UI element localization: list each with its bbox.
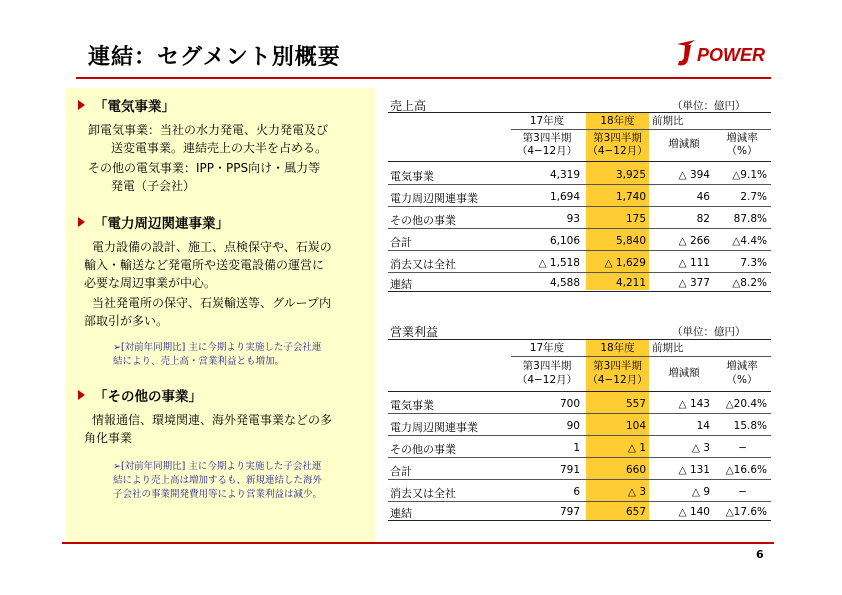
header-fy17: 17年度 bbox=[529, 342, 565, 354]
cell-diff: 14 bbox=[696, 420, 710, 432]
table-rule bbox=[511, 356, 771, 357]
unit-label: （単位：億円） bbox=[672, 100, 746, 112]
table-rule bbox=[388, 184, 771, 185]
header-rate-unit: （%） bbox=[726, 145, 758, 157]
header-fy17: 17年度 bbox=[529, 115, 565, 127]
header-prev: 前期比 bbox=[652, 342, 684, 354]
row-label: 合計 bbox=[390, 465, 412, 478]
cell-rate: △17.6% bbox=[725, 506, 767, 518]
cell-fy18: 557 bbox=[625, 398, 646, 410]
header-q17-period: （4−12月） bbox=[516, 374, 578, 386]
page-title: 連結：セグメント別概要 bbox=[88, 45, 341, 70]
table-rule bbox=[388, 339, 771, 340]
header-prev: 前期比 bbox=[652, 115, 684, 127]
cell-rate: 15.8% bbox=[733, 420, 767, 432]
table-rule bbox=[388, 520, 771, 521]
segment-text: 輸入・輸送など発電所や送変電設備の運営に bbox=[84, 258, 325, 272]
cell-rate: 2.7% bbox=[740, 191, 767, 203]
header-q17: 第3四半期 bbox=[522, 132, 572, 144]
header-q17: 第3四半期 bbox=[522, 360, 572, 372]
cell-fy18: 660 bbox=[625, 464, 646, 476]
cell-diff: △ 143 bbox=[678, 398, 710, 410]
yoy-note: 結により、売上高・営業利益とも増加。 bbox=[113, 356, 285, 367]
cell-fy17: 4,588 bbox=[549, 277, 580, 289]
header-fy18: 18年度 bbox=[600, 342, 635, 354]
table-rule bbox=[388, 206, 771, 207]
cell-rate: △16.6% bbox=[725, 464, 767, 476]
header-q18: 第3四半期 bbox=[593, 360, 642, 372]
segment-heading-electric: 「電気事業」 bbox=[78, 95, 175, 115]
row-label: その他の事業 bbox=[390, 443, 456, 456]
cell-diff: △ 3 bbox=[691, 442, 710, 454]
row-label: 連結 bbox=[390, 507, 412, 520]
header-fy18: 18年度 bbox=[600, 115, 635, 127]
cell-rate: 7.3% bbox=[740, 257, 767, 269]
cell-fy17: 90 bbox=[566, 420, 580, 432]
cell-fy18: △ 1,629 bbox=[604, 257, 646, 269]
yoy-note: ➢[対前年同期比] 主に今期より実施した子会社連 bbox=[113, 342, 322, 353]
profit-title: 営業利益 bbox=[390, 325, 439, 339]
cell-diff: △ 140 bbox=[678, 506, 710, 518]
cell-fy17: 700 bbox=[559, 398, 580, 410]
unit-label: （単位：億円） bbox=[672, 326, 746, 338]
cell-diff: △ 9 bbox=[691, 486, 710, 498]
cell-fy17: 797 bbox=[559, 506, 580, 518]
table-rule bbox=[388, 272, 771, 273]
segment-text: 部取引が多い。 bbox=[84, 314, 169, 328]
cell-diff: △ 111 bbox=[678, 257, 710, 269]
segment-text: 当社発電所の保守、石炭輸送等、グループ内 bbox=[92, 296, 332, 310]
segment-text: 角化事業 bbox=[84, 431, 133, 445]
row-label: 電気事業 bbox=[390, 399, 434, 412]
segment-heading-other: 「その他の事業」 bbox=[78, 385, 202, 405]
logo-wordmark: POWER bbox=[697, 45, 766, 65]
table-rule bbox=[388, 501, 771, 502]
cell-rate: △4.4% bbox=[732, 235, 767, 247]
segment-text: 送変電事業。連結売上の大半を占める。 bbox=[111, 141, 328, 155]
table-rule bbox=[388, 228, 771, 229]
cell-diff: △ 377 bbox=[678, 277, 710, 289]
cell-fy18: 5,840 bbox=[615, 235, 646, 247]
bullet-triangle-icon bbox=[78, 390, 85, 400]
header-diff: 増減額 bbox=[668, 138, 700, 150]
header-q17-period: （4−12月） bbox=[516, 145, 578, 157]
header-q18-period: （4−12月） bbox=[587, 145, 648, 157]
row-label: 消去又は全社 bbox=[390, 487, 456, 500]
cell-fy17: 1,694 bbox=[549, 191, 580, 203]
row-label: その他の事業 bbox=[390, 214, 456, 227]
yoy-note: ➢[対前年同期比] 主に今期より実施した子会社連 bbox=[113, 461, 322, 472]
cell-rate: △9.1% bbox=[732, 169, 767, 181]
segment-text: 必要な周辺事業が中心。 bbox=[84, 276, 217, 290]
jpower-logo bbox=[673, 38, 783, 68]
cell-fy18: △ 1 bbox=[627, 442, 646, 454]
cell-diff: △ 266 bbox=[678, 235, 710, 247]
table-rule bbox=[388, 250, 771, 251]
segment-text: その他の電気事業：IPP・PPS向け・風力等 bbox=[88, 161, 321, 175]
header-q18-period: （4−12月） bbox=[587, 374, 648, 386]
cell-fy18: 175 bbox=[625, 213, 646, 225]
cell-diff: △ 131 bbox=[678, 464, 710, 476]
segment-text: 卸電気事業：当社の水力発電、火力発電及び bbox=[88, 123, 329, 137]
table-rule bbox=[388, 457, 771, 458]
cell-fy17: 6,106 bbox=[549, 235, 580, 247]
cell-fy18: 1,740 bbox=[615, 191, 646, 203]
header-rate: 増減率 bbox=[726, 360, 758, 372]
bullet-triangle-icon bbox=[78, 217, 85, 227]
table-rule bbox=[388, 413, 771, 414]
row-label: 消去又は全社 bbox=[390, 258, 456, 271]
table-rule bbox=[388, 479, 771, 480]
segment-text: 情報通信、環境関連、海外発電事業などの多 bbox=[92, 413, 333, 427]
table-rule bbox=[388, 435, 771, 436]
header-q18: 第3四半期 bbox=[593, 132, 642, 144]
cell-diff: 82 bbox=[696, 213, 710, 225]
row-label: 電力周辺関連事業 bbox=[390, 421, 478, 434]
segment-text: 電力設備の設計、施工、点検保守や、石炭の bbox=[92, 240, 332, 254]
cell-fy18: 4,211 bbox=[615, 277, 646, 289]
cell-fy17: 93 bbox=[566, 213, 580, 225]
yoy-note: 結により売上高は増加するも、新規連結した海外 bbox=[113, 475, 323, 486]
cell-fy17: 6 bbox=[573, 486, 580, 498]
header-rate-unit: （%） bbox=[726, 374, 758, 386]
sales-title: 売上高 bbox=[390, 99, 427, 113]
cell-fy17: △ 1,518 bbox=[538, 257, 580, 269]
table-rule bbox=[511, 129, 771, 130]
title-divider bbox=[76, 77, 771, 79]
row-label: 電力周辺関連事業 bbox=[390, 192, 478, 205]
cell-fy18: △ 3 bbox=[627, 486, 646, 498]
cell-fy18: 3,925 bbox=[615, 169, 646, 181]
row-label: 電気事業 bbox=[390, 170, 434, 183]
cell-rate: △8.2% bbox=[732, 277, 767, 289]
page-number: 6 bbox=[756, 548, 764, 561]
segment-heading-peripheral: 「電力周辺関連事業」 bbox=[78, 212, 229, 232]
table-rule bbox=[388, 112, 771, 113]
footer-divider bbox=[62, 542, 774, 544]
jpower-mark-icon bbox=[673, 38, 699, 68]
cell-fy17: 791 bbox=[559, 464, 580, 476]
cell-fy17: 4,319 bbox=[549, 169, 580, 181]
cell-fy18: 657 bbox=[625, 506, 646, 518]
row-label: 合計 bbox=[390, 236, 412, 249]
bullet-triangle-icon bbox=[78, 100, 85, 110]
table-rule bbox=[388, 161, 771, 162]
header-diff: 増減額 bbox=[668, 367, 700, 379]
header-rate: 増減率 bbox=[726, 132, 758, 144]
yoy-note: 子会社の事業開発費用等により営業利益は減少。 bbox=[113, 489, 323, 500]
cell-diff: 46 bbox=[696, 191, 710, 203]
cell-fy17: 1 bbox=[573, 442, 580, 454]
table-rule bbox=[388, 291, 771, 292]
cell-rate: △20.4% bbox=[725, 398, 767, 410]
cell-rate: − bbox=[738, 486, 747, 498]
segment-text: 発電（子会社） bbox=[111, 179, 196, 193]
cell-rate: 87.8% bbox=[733, 213, 767, 225]
cell-rate: − bbox=[738, 442, 747, 454]
cell-fy18: 104 bbox=[625, 420, 646, 432]
table-rule bbox=[388, 391, 771, 392]
row-label: 連結 bbox=[390, 278, 412, 291]
cell-diff: △ 394 bbox=[678, 169, 710, 181]
